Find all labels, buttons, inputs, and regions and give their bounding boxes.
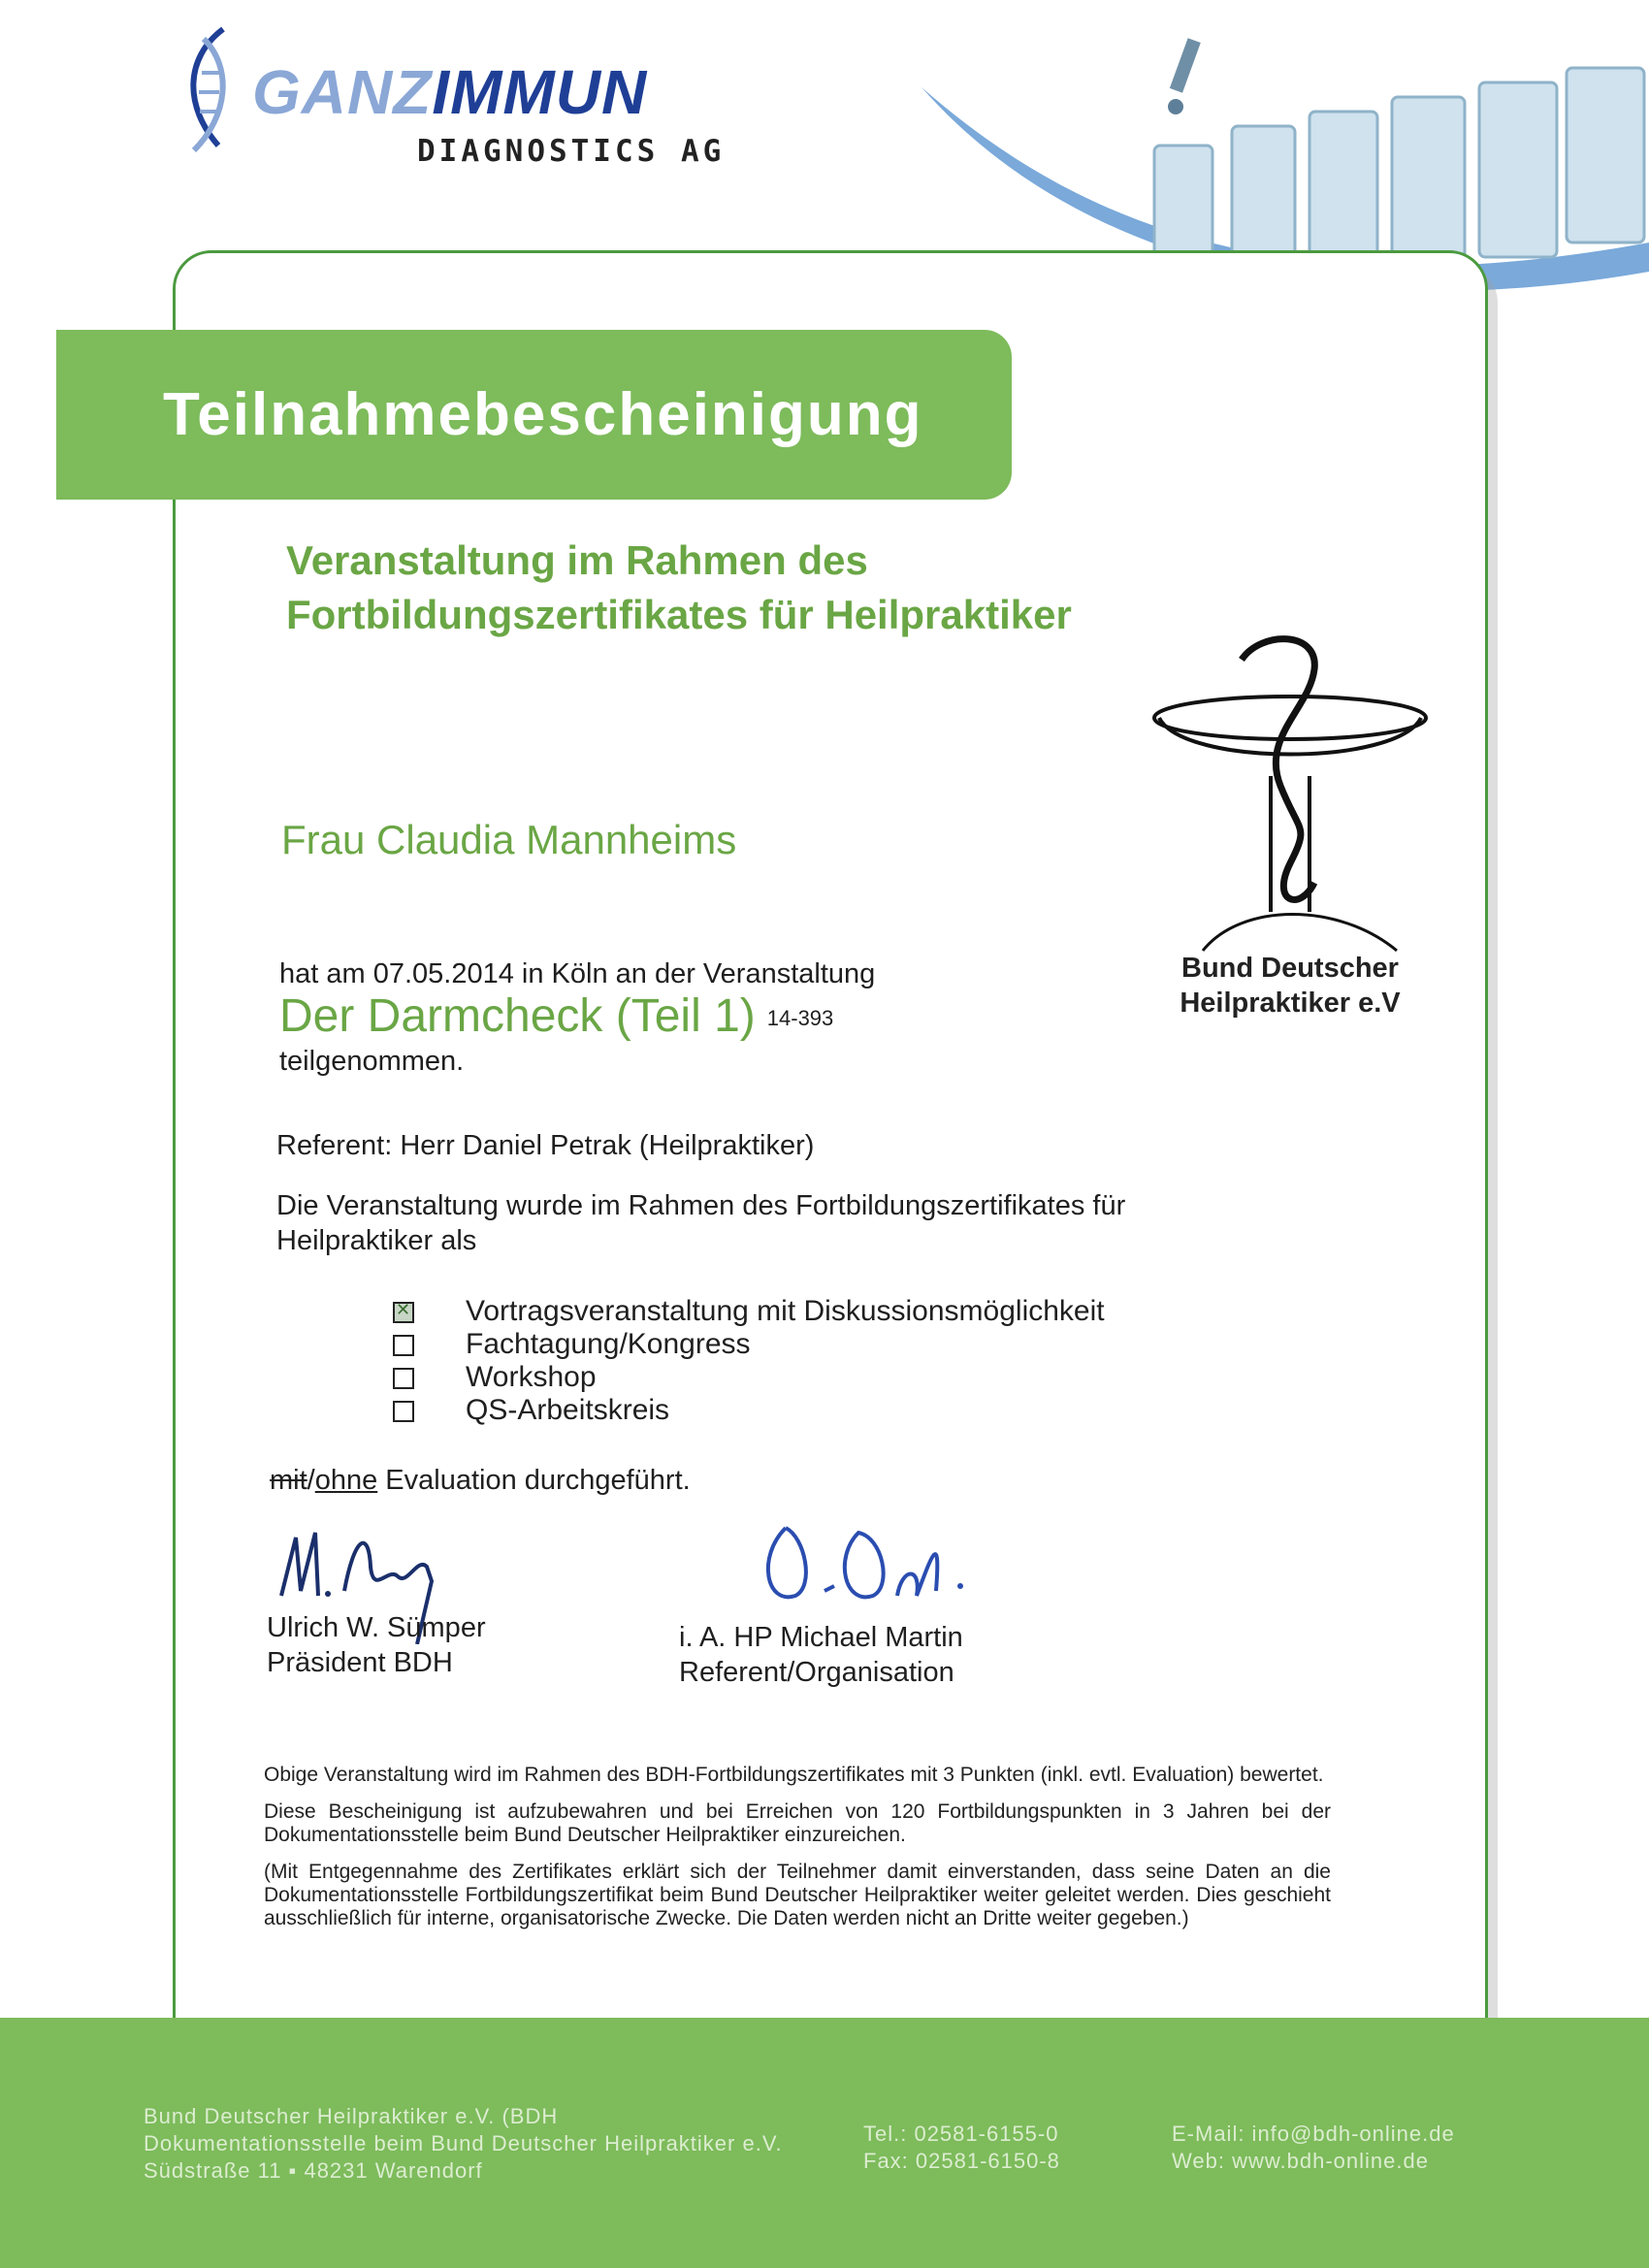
bdh-name-line2: Heilpraktiker e.V: [1180, 988, 1401, 1019]
bdh-name-line1: Bund Deutscher: [1181, 953, 1399, 984]
option-label: Fachtagung/Kongress: [466, 1328, 751, 1360]
event-heading-line1: Veranstaltung im Rahmen des: [286, 537, 868, 583]
event-title: Der Darmcheck (Teil 1): [279, 990, 756, 1042]
context-line2: Heilpraktiker als: [276, 1225, 477, 1256]
evaluation-mit: mit: [270, 1465, 307, 1496]
context-line1: Die Veranstaltung wurde im Rahmen des Fortbildungszertifikates für: [276, 1190, 1126, 1221]
event-title-row: [279, 989, 833, 1043]
footer-phone: [863, 2121, 1060, 2175]
page-title: Teilnahmebescheinigung: [163, 381, 923, 448]
option-label: Workshop: [466, 1361, 597, 1393]
option-label: Vortragsveranstaltung mit Diskussionsmöglichkeit: [466, 1295, 1105, 1327]
signer-president-role: Präsident BDH: [267, 1647, 453, 1678]
speaker-line: Referent: Herr Daniel Petrak (Heilpraktiker): [276, 1130, 815, 1161]
footer-web: Web: www.bdh-online.de: [1172, 2149, 1429, 2173]
signature-organizer: [747, 1508, 999, 1625]
option-label: QS-Arbeitskreis: [466, 1394, 670, 1426]
signer-organizer: [679, 1620, 963, 1690]
context-text: [276, 1188, 1149, 1258]
fine-print-consent: (Mit Entgegennahme des Zertifikates erklärt sich der Teilnehmer damit einverstanden, dass seine Daten an die Dokumentationsstelle Fortbildungszertifikat beim Bund Deutscher Heilpraktiker weiter geleitet werden. Dies geschieht ausschließlich für interne, organisatorische Zwecke. Die Daten werden nicht an Dritte weiter gegeben.): [264, 1861, 1331, 1929]
signer-president-name: Ulrich W. Sümper: [267, 1612, 486, 1643]
footer: [0, 2018, 1649, 2268]
footer-fax: Fax: 02581-6150-8: [863, 2149, 1060, 2173]
evaluation-line: [270, 1465, 691, 1497]
footer-address-line3: Südstraße 11 ▪ 48231 Warendorf: [144, 2158, 483, 2183]
signer-president: [267, 1610, 486, 1680]
attendance-intro: hat am 07.05.2014 in Köln an der Veranstaltung: [279, 958, 876, 989]
checkbox-icon: [393, 1401, 414, 1422]
fine-print-retention: Diese Bescheinigung ist aufzubewahren und bei Erreichen von 120 Fortbildungspunkten in 3 Jahren bei der Dokumentationsstelle beim Bund Deutscher Heilpraktiker einzureichen.: [264, 1800, 1331, 1846]
checkbox-icon: [393, 1302, 414, 1323]
evaluation-rest: Evaluation durchgeführt.: [377, 1465, 691, 1496]
snake-bowl-emblem-icon: [1145, 621, 1436, 960]
footer-address-line1: Bund Deutscher Heilpraktiker e.V. (BDH: [144, 2104, 559, 2128]
participant-name: Frau Claudia Mannheims: [281, 817, 737, 862]
evaluation-slash: /: [307, 1465, 315, 1496]
event-heading: [286, 534, 1159, 642]
dna-helix-icon: [175, 19, 252, 175]
checkbox-icon: [393, 1368, 414, 1389]
signer-organizer-name: i. A. HP Michael Martin: [679, 1622, 963, 1653]
footer-address: [144, 2103, 783, 2185]
checkbox-icon: [393, 1335, 414, 1356]
attendance-ending: teilgenommen.: [279, 1046, 465, 1077]
title-banner: [56, 330, 1012, 500]
evaluation-ohne: ohne: [314, 1465, 378, 1496]
company-logo: [175, 19, 757, 175]
brand-subtitle: DIAGNOSTICS AG: [417, 134, 726, 169]
signer-organizer-role: Referent/Organisation: [679, 1657, 954, 1688]
fine-print: [264, 1764, 1331, 1944]
footer-address-line2: Dokumentationsstelle beim Bund Deutscher Heilpraktiker e.V.: [144, 2131, 783, 2155]
fine-print-points: Obige Veranstaltung wird im Rahmen des BDH-Fortbildungszertifikates mit 3 Punkten (inkl. evtl. Evaluation) bewertet.: [264, 1764, 1324, 1786]
brand-name: GANZIMMUN: [252, 57, 648, 127]
footer-email: E-Mail: info@bdh-online.de: [1172, 2122, 1455, 2146]
event-code: 14-393: [766, 1006, 834, 1030]
footer-contact: [1172, 2121, 1455, 2175]
event-heading-line2: Fortbildungszertifikates für Heilpraktiker: [286, 592, 1072, 637]
footer-tel: Tel.: 02581-6155-0: [863, 2122, 1059, 2146]
bdh-name: [1145, 951, 1436, 1021]
